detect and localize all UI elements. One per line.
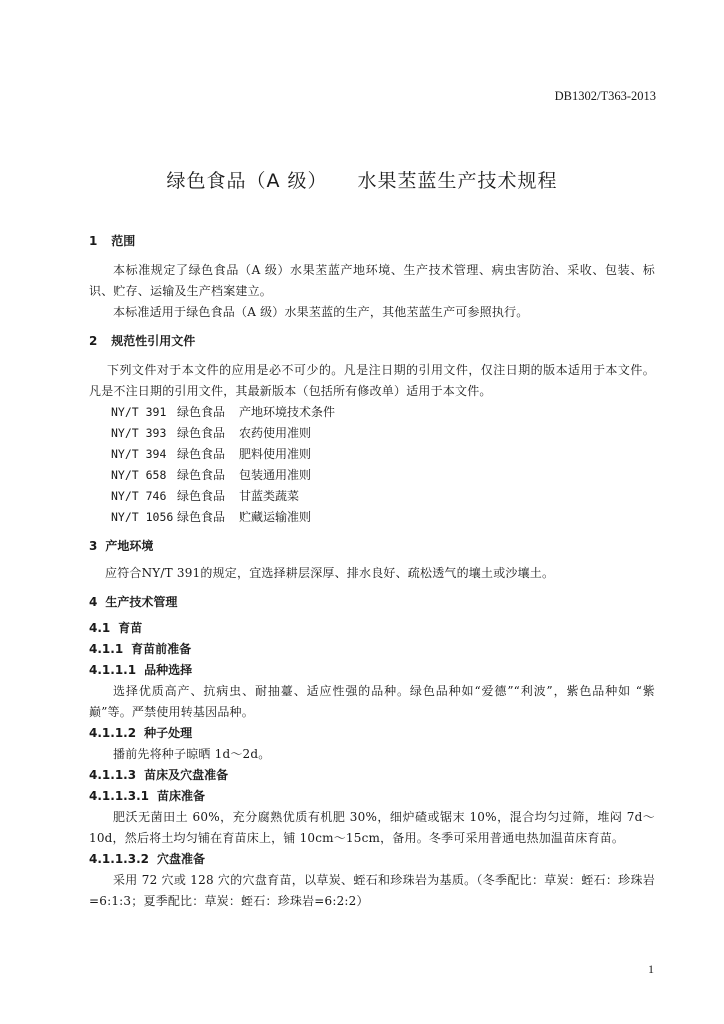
section-number: 4.1 (89, 621, 111, 635)
section-number: 1 (89, 234, 98, 248)
ref-name: 包装通用准则 (239, 468, 312, 482)
section-title: 范围 (111, 234, 136, 248)
ref-name: 农药使用准则 (239, 426, 312, 440)
paragraph: 选择优质高产、抗病虫、耐抽薹、适应性强的品种。绿色品种如“爱德”“利波”，紫色品种如 “紫巅”等。严禁使用转基因品种。 (89, 684, 655, 719)
ref-code: NY/T 746 (111, 489, 167, 503)
subsection-heading (89, 639, 655, 660)
subsection-heading (89, 849, 655, 870)
paragraph: 肥沃无菌田土 60%，充分腐熟优质有机肥 30%，细炉碴或锯末 10%，混合均匀过筛，堆闷 7d～10d，然后将土均匀铺在育苗床上，铺 10cm～15cm，备用。冬季可采用普通电热加温苗床育苗。 (89, 810, 655, 845)
ref-name: 贮藏运输准则 (239, 510, 312, 524)
reference-item (89, 486, 655, 507)
section-number: 4.1.1.3.1 (89, 789, 149, 803)
paragraph: 采用 72 穴或 128 穴的穴盘育苗，以草炭、蛭石和珍珠岩为基质。（冬季配比：草炭：蛭石：珍珠岩=6:1:3；夏季配比：草炭：蛭石：珍珠岩=6:2:2） (89, 873, 655, 908)
section-number: 4.1.1.1 (89, 663, 137, 677)
page-number: 1 (648, 962, 654, 976)
ref-category: 绿色食品 (177, 426, 226, 440)
ref-name: 产地环境技术条件 (239, 405, 336, 419)
section-number: 4.1.1.3 (89, 768, 137, 782)
document-title (0, 166, 724, 193)
subsection-heading (89, 765, 655, 786)
paragraph: 本标准规定了绿色食品（A 级）水果苤蓝产地环境、生产技术管理、病虫害防治、采收、包装、标识、贮存、运输及生产档案建立。 (89, 263, 655, 298)
ref-code: NY/T 394 (111, 447, 167, 461)
subsection-heading (89, 723, 655, 744)
section-number: 4.1.1 (89, 642, 124, 656)
paragraph: 应符合NY/T 391的规定，宜选择耕层深厚、排水良好、疏松透气的壤土或沙壤土。 (105, 566, 555, 580)
ref-category: 绿色食品 (177, 468, 226, 482)
reference-item (89, 444, 655, 465)
section-heading-4 (89, 592, 655, 613)
section-title: 穴盘准备 (156, 852, 205, 866)
ref-name: 肥料使用准则 (239, 447, 312, 461)
section-heading-1 (89, 231, 655, 252)
ref-code: NY/T 1056 (111, 510, 174, 524)
section-heading-2 (89, 331, 655, 352)
reference-item (89, 465, 655, 486)
reference-item (89, 507, 655, 528)
standard-code: DB1302/T363-2013 (554, 89, 656, 103)
section-title: 育苗前准备 (131, 642, 192, 656)
section-title: 品种选择 (144, 663, 193, 677)
title-part-2: 水果苤蓝生产技术规程 (357, 170, 558, 192)
section-title: 生产技术管理 (105, 595, 178, 609)
ref-category: 绿色食品 (177, 405, 226, 419)
section-number: 4.1.1.2 (89, 726, 137, 740)
section-heading-3 (89, 536, 655, 557)
section-number: 4 (89, 595, 98, 609)
section-title: 规范性引用文件 (111, 334, 196, 348)
section-title: 产地环境 (105, 539, 154, 553)
section-title: 苗床准备 (156, 789, 205, 803)
paragraph: 下列文件对于本文件的应用是必不可少的。凡是注日期的引用文件，仅注日期的版本适用于本文件。凡是不注日期的引用文件，其最新版本（包括所有修改单）适用于本文件。 (89, 363, 655, 398)
paragraph: 播前先将种子晾晒 1d～2d。 (113, 747, 271, 761)
paragraph: 本标准适用于绿色食品（A 级）水果苤蓝的生产，其他苤蓝生产可参照执行。 (113, 305, 529, 319)
ref-code: NY/T 658 (111, 468, 167, 482)
title-part-1: 绿色食品（A 级） (166, 170, 328, 192)
ref-name: 甘蓝类蔬菜 (239, 489, 300, 503)
section-number: 4.1.1.3.2 (89, 852, 149, 866)
document-body (89, 231, 655, 912)
section-title: 苗床及穴盘准备 (144, 768, 229, 782)
reference-item (89, 402, 655, 423)
ref-category: 绿色食品 (177, 489, 226, 503)
subsection-heading (89, 618, 655, 639)
reference-list (89, 402, 655, 528)
section-title: 种子处理 (144, 726, 193, 740)
ref-category: 绿色食品 (177, 447, 226, 461)
section-title: 育苗 (118, 621, 143, 635)
reference-item (89, 423, 655, 444)
ref-code: NY/T 393 (111, 426, 167, 440)
section-number: 3 (89, 539, 98, 553)
subsection-heading (89, 786, 655, 807)
ref-code: NY/T 391 (111, 405, 167, 419)
subsection-heading (89, 660, 655, 681)
ref-category: 绿色食品 (177, 510, 226, 524)
section-number: 2 (89, 334, 98, 348)
